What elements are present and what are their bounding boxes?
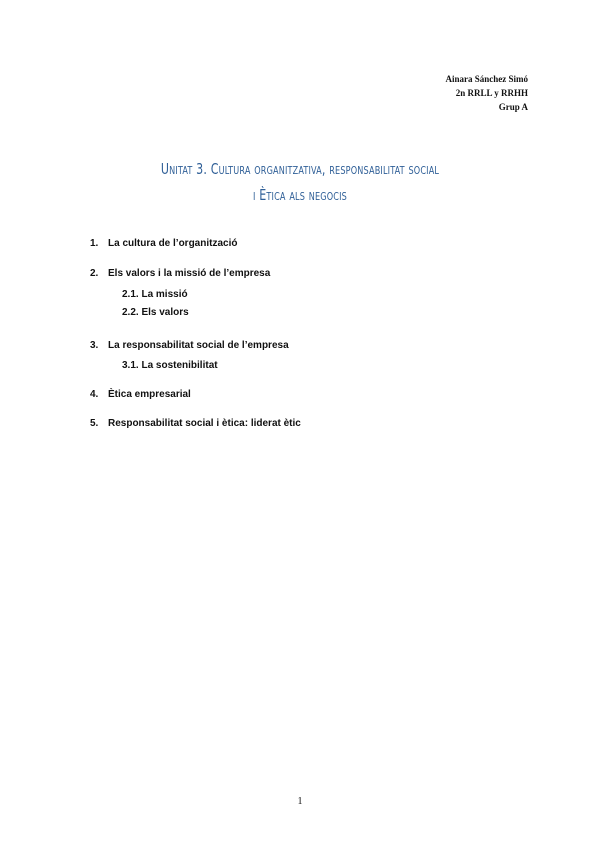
title-line-2: i Ètica als negocis — [253, 186, 347, 204]
toc-item-label: La cultura de l’organització — [108, 238, 238, 249]
toc-item-label: La responsabilitat social de l’empresa — [108, 340, 289, 351]
toc-item-5 — [90, 418, 301, 429]
toc-subitem-2-2: 2.2. Els valors — [122, 307, 189, 318]
toc-item-label: Els valors i la missió de l’empresa — [108, 268, 271, 279]
title-line-1: Unitat 3. Cultura organitzativa, responsabilitat social — [160, 160, 440, 178]
page-number: 1 — [297, 796, 303, 807]
toc-item-label: Ètica empresarial — [108, 389, 191, 400]
toc-item-label: Responsabilitat social i ètica: liderat ètic — [108, 418, 301, 429]
toc-item-3 — [90, 340, 289, 351]
group-name: Grup A — [498, 102, 528, 112]
toc-item-number: 1. — [90, 238, 99, 249]
toc-item-number: 3. — [90, 340, 99, 351]
document-title — [54, 156, 546, 208]
author-name: Ainara Sánchez Simó — [445, 74, 528, 84]
toc-item-number: 5. — [90, 418, 99, 429]
document-header — [445, 72, 528, 114]
toc-item-2 — [90, 268, 270, 279]
toc-subitem-2-1: 2.1. La missió — [122, 289, 188, 300]
toc-subitem-3-1: 3.1. La sostenibilitat — [122, 360, 218, 371]
toc-item-number: 4. — [90, 389, 99, 400]
toc-item-4 — [90, 389, 191, 400]
toc-item-number: 2. — [90, 268, 99, 279]
course-name: 2n RRLL y RRHH — [455, 88, 528, 98]
toc-item-1 — [90, 238, 237, 249]
